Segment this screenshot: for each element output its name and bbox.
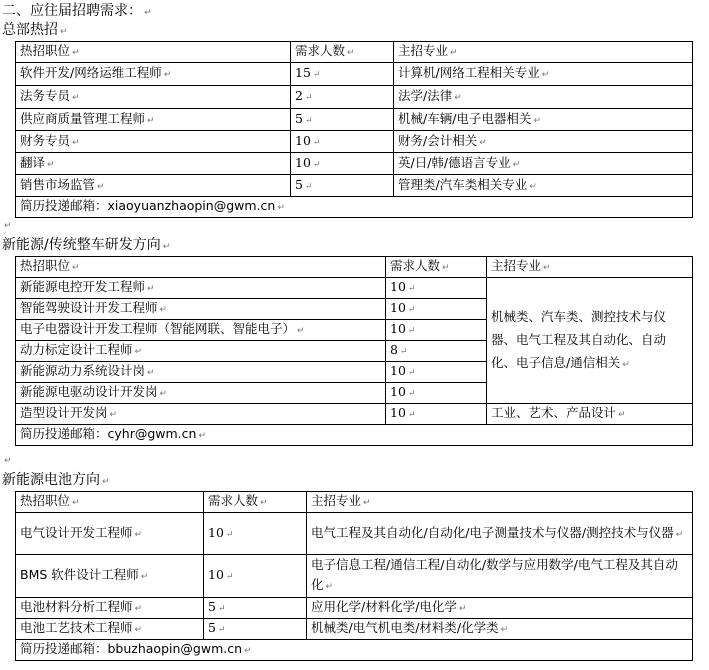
table-row [16,109,693,131]
header-position: 热招职位 ↵ [16,257,386,278]
position-cell: 供应商质量管理工程师 ↵ [16,109,291,131]
count-cell: 10 ↵ [386,320,487,341]
paragraph-mark: ↵ [4,221,12,231]
battery-table [15,491,693,661]
count-cell: 10 ↵ [386,299,487,320]
count-cell: 5 ↵ [204,619,307,640]
position-cell: 新能源动力系统设计岗 ↵ [16,362,386,383]
table-row [16,175,693,197]
email-cell[interactable]: 简历投递邮箱：xiaoyuanzhaopin@gwm.cn ↵ [16,197,693,218]
position-cell: 翻译 ↵ [16,153,291,175]
email-row [16,640,693,661]
position-cell: 法务专员 ↵ [16,86,291,109]
table-header-row [16,42,693,63]
position-cell: 电子电器设计开发工程师（智能网联、智能电子） ↵ [16,320,386,341]
major-cell: 工业、艺术、产品设计 ↵ [487,404,693,425]
count-cell: 15 ↵ [291,63,394,86]
count-cell: 10 ↵ [204,513,307,555]
count-cell: 5 ↵ [291,175,394,197]
major-cell: 计算机/网络工程相关专业 ↵ [394,63,693,86]
position-cell: 财务专员 ↵ [16,131,291,153]
header-count: 需求人数 ↵ [204,492,307,513]
count-cell: 10 ↵ [386,278,487,299]
major-cell: 财务/会计相关 ↵ [394,131,693,153]
position-cell: BMS 软件设计工程师 ↵ [16,555,204,598]
position-cell: 电气设计开发工程师 ↵ [16,513,204,555]
table-row [16,63,693,86]
major-cell: 电气工程及其自动化/自动化/电子测量技术与仪器/测控技术与仪器 ↵ [307,513,693,555]
position-cell: 销售市场监管 ↵ [16,175,291,197]
header-count: 需求人数 ↵ [291,42,394,63]
table-header-row [16,492,693,513]
hq-table [15,41,693,218]
header-major: 主招专业 ↵ [487,257,693,278]
count-cell: 10 ↵ [386,404,487,425]
table-row [16,619,693,640]
table-row [16,153,693,175]
major-cell: 应用化学/材料化学/电化学 ↵ [307,598,693,619]
position-cell: 造型设计开发岗 ↵ [16,404,386,425]
major-cell: 管理类/汽车类相关专业 ↵ [394,175,693,197]
count-cell: 5 ↵ [291,109,394,131]
count-cell: 8 ↵ [386,341,487,362]
count-cell: 5 ↵ [204,598,307,619]
nev-table [15,256,693,446]
header-major: 主招专业 ↵ [394,42,693,63]
header-major: 主招专业 ↵ [307,492,693,513]
major-cell: 电子信息工程/通信工程/自动化/数学与应用数学/电气工程及其自动化 ↵ [307,555,693,598]
merged-major-cell: 机械类、汽车类、测控技术与仪器、电气工程及其自动化、自动化、电子信息/通信相关 ↵ [487,278,693,404]
count-cell: 10 ↵ [291,153,394,175]
major-cell: 机械/车辆/电子电器相关 ↵ [394,109,693,131]
position-cell: 电池工艺技术工程师 ↵ [16,619,204,640]
position-cell: 动力标定设计工程师 ↵ [16,341,386,362]
count-cell: 10 ↵ [204,555,307,598]
battery-title: 新能源电池方向 ↵ [2,472,110,488]
email-cell[interactable]: 简历投递邮箱：bbuzhaopin@gwm.cn ↵ [16,640,693,661]
table-header-row [16,257,693,278]
major-cell: 机械类/电气机电类/材料类/化学类 ↵ [307,619,693,640]
header-position: 热招职位 ↵ [16,42,291,63]
header-position: 热招职位 ↵ [16,492,204,513]
count-cell: 10 ↵ [291,131,394,153]
major-cell: 英/日/韩/德语言专业 ↵ [394,153,693,175]
position-cell: 智能驾驶设计开发工程师 ↵ [16,299,386,320]
count-cell: 10 ↵ [386,362,487,383]
hq-title: 总部热招 ↵ [2,22,68,38]
section-title: 二、应往届招聘需求： ↵ [2,3,152,19]
paragraph-mark: ↵ [4,456,12,466]
major-cell: 法学/法律 ↵ [394,86,693,109]
table-row [16,278,693,299]
table-row [16,131,693,153]
position-cell: 电池材料分析工程师 ↵ [16,598,204,619]
email-cell[interactable]: 简历投递邮箱：cyhr@gwm.cn ↵ [16,425,693,446]
count-cell: 10 ↵ [386,383,487,404]
nev-title: 新能源/传统整车研发方向 ↵ [2,237,171,253]
table-row [16,513,693,555]
count-cell: 2 ↵ [291,86,394,109]
position-cell: 新能源电控开发工程师 ↵ [16,278,386,299]
email-row [16,425,693,446]
email-row [16,197,693,218]
table-row [16,598,693,619]
table-row [16,404,693,425]
header-count: 需求人数 ↵ [386,257,487,278]
position-cell: 软件开发/网络运维工程师 ↵ [16,63,291,86]
position-cell: 新能源电驱动设计开发岗 ↵ [16,383,386,404]
table-row [16,86,693,109]
table-row [16,555,693,598]
